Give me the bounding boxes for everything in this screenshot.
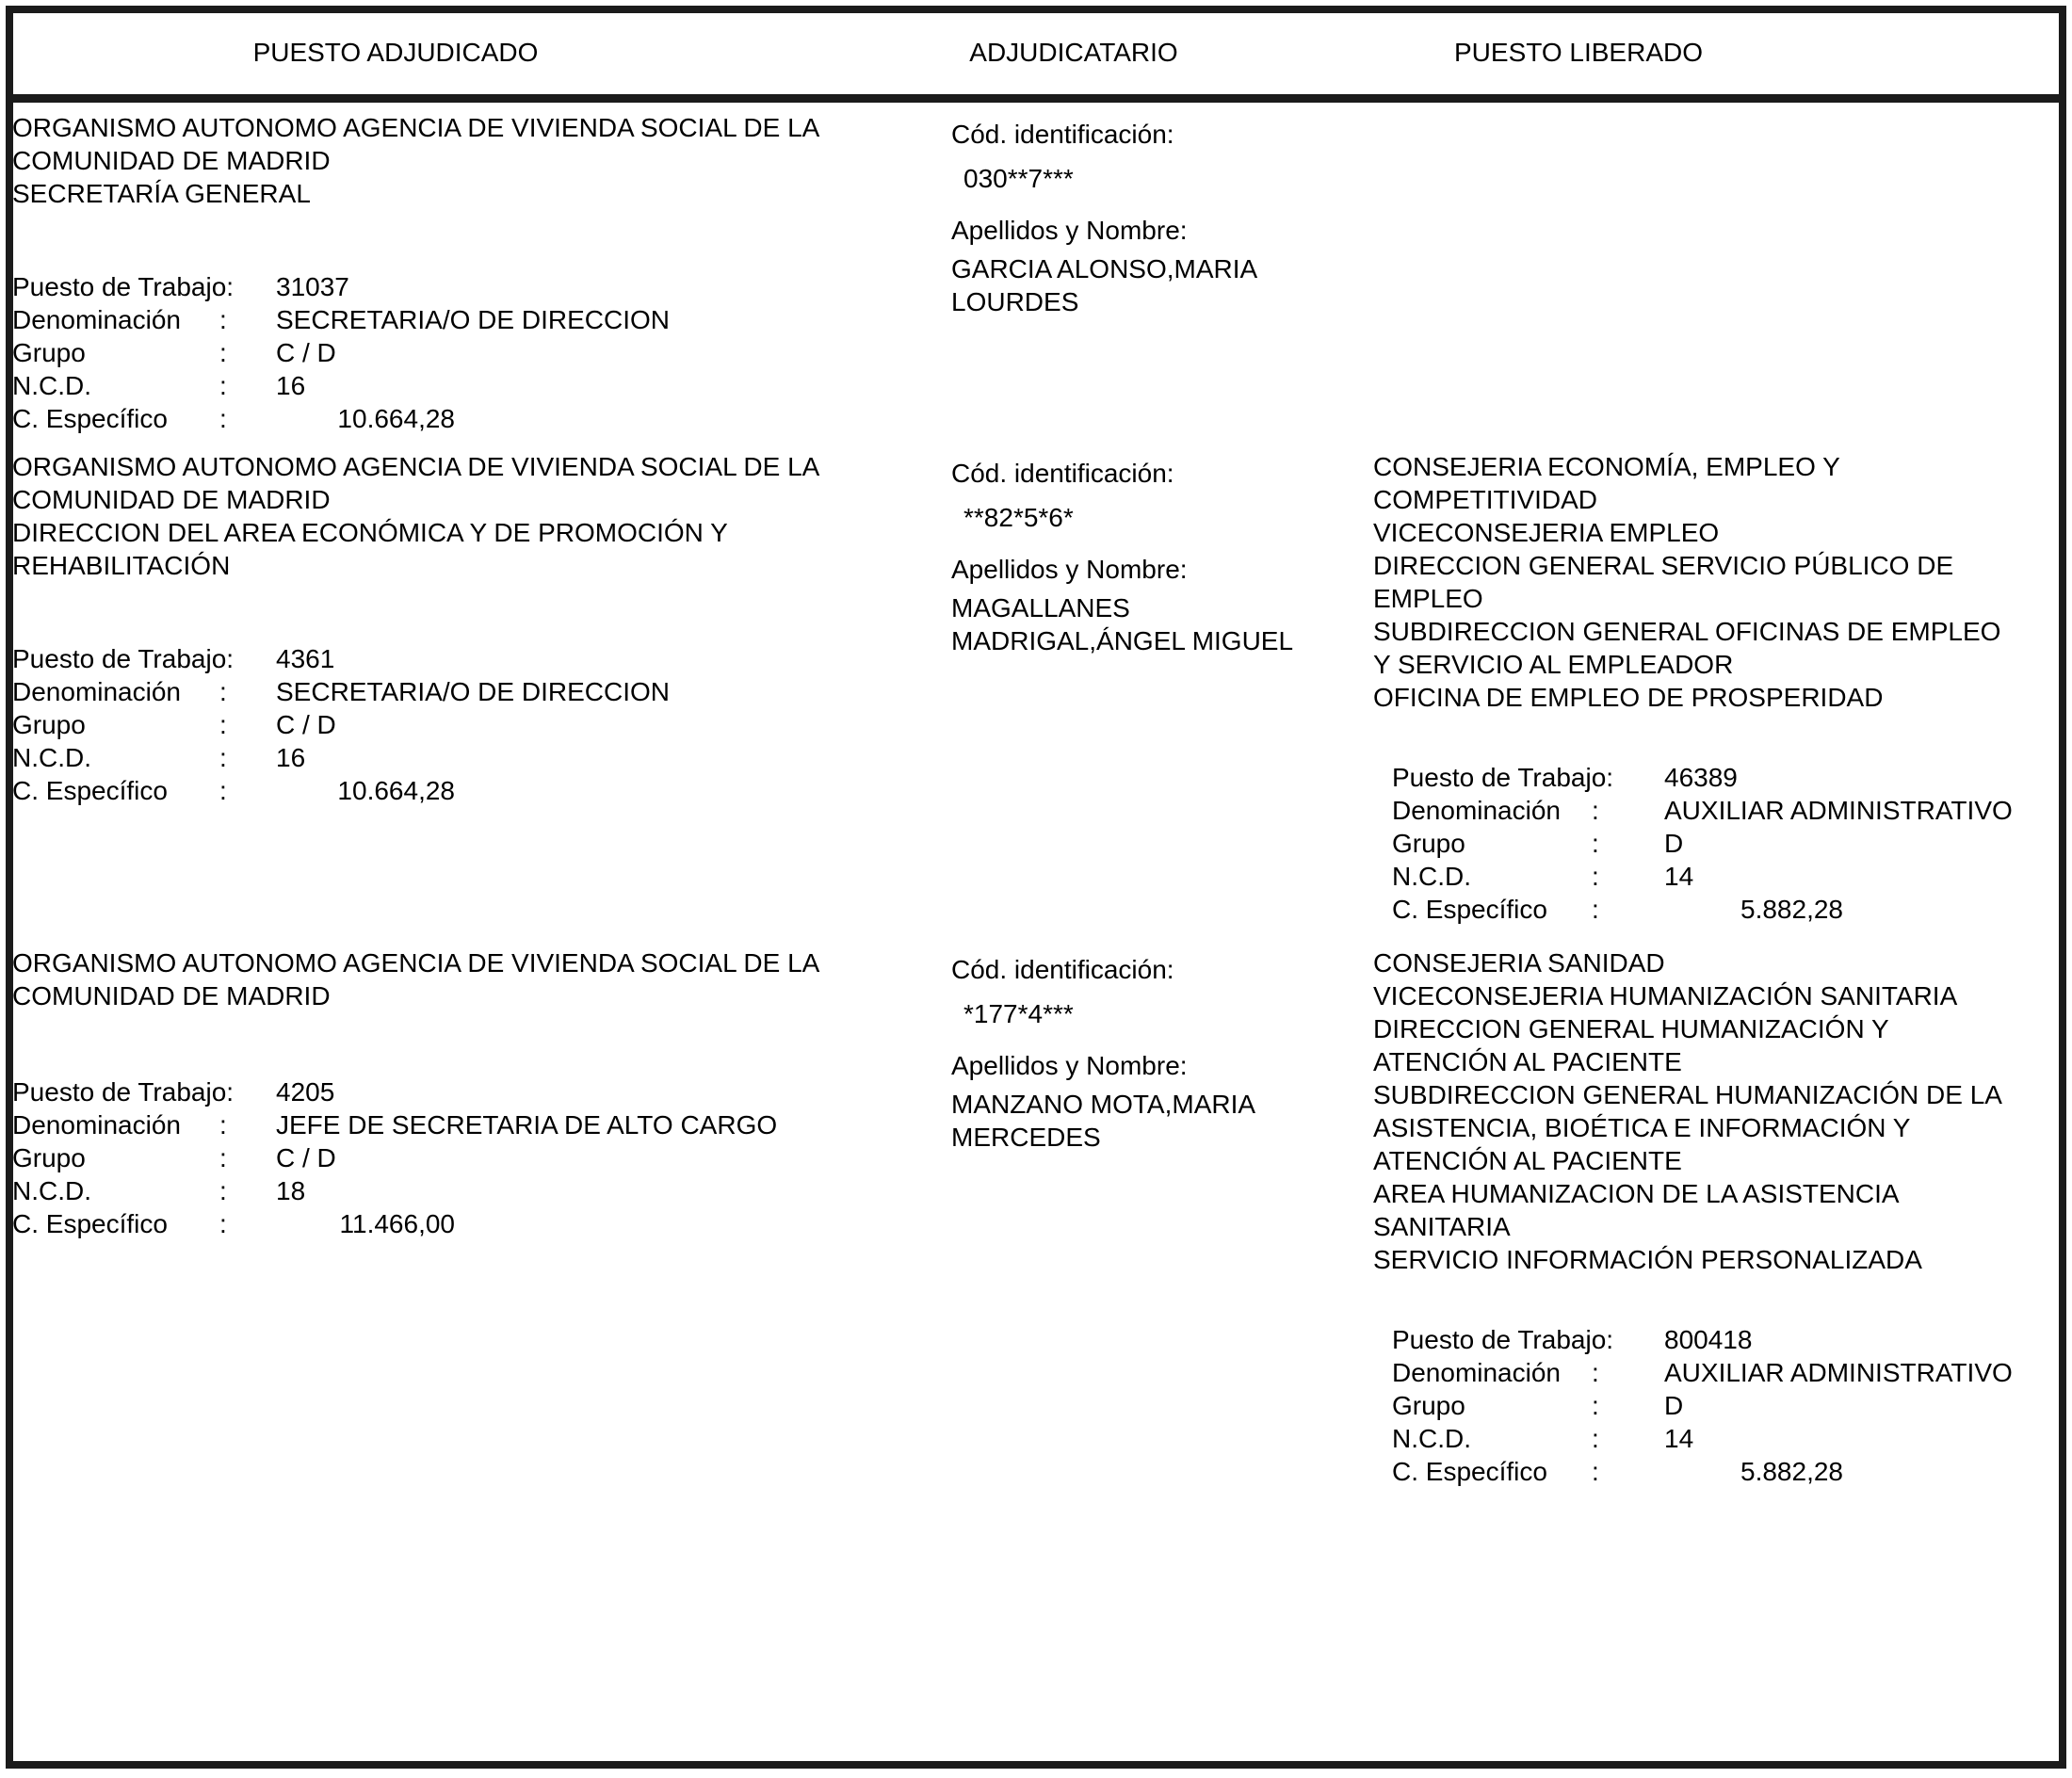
- field-label: Puesto de Trabajo:: [12, 272, 235, 301]
- field-value: 18: [276, 1176, 306, 1205]
- field-label: C. Específico: [1392, 895, 1547, 924]
- field-value: C / D: [276, 710, 336, 739]
- apellidos-nombre-value-line: MADRIGAL,ÁNGEL MIGUEL: [951, 626, 1294, 655]
- cod-identificacion-label: Cód. identificación:: [951, 955, 1174, 984]
- field-colon: :: [1592, 796, 1599, 825]
- field-value: SECRETARIA/O DE DIRECCION: [276, 677, 670, 706]
- header-separator-line: [6, 94, 2066, 103]
- record3-puesto-adjudicado: [12, 946, 926, 1240]
- field-rows: [12, 642, 926, 807]
- field-label: N.C.D.: [1392, 862, 1471, 891]
- field-row-grupo: [1392, 827, 2032, 860]
- org-line: SECRETARÍA GENERAL: [12, 179, 311, 208]
- field-colon: :: [219, 1110, 227, 1140]
- field-label: Denominación: [1392, 1358, 1561, 1387]
- field-label: Denominación: [1392, 796, 1561, 825]
- field-rows: [1373, 761, 2032, 926]
- org-line: EMPLEO: [1373, 584, 1483, 613]
- column-header-puesto-adjudicado: PUESTO ADJUDICADO: [252, 38, 539, 67]
- record1-adjudicatario: [951, 118, 1356, 318]
- field-label: Grupo: [12, 710, 86, 739]
- org-line: DIRECCION GENERAL SERVICIO PÚBLICO DE: [1373, 551, 1954, 580]
- field-label: N.C.D.: [12, 743, 91, 772]
- apellidos-nombre-label: Apellidos y Nombre:: [951, 216, 1188, 245]
- field-colon: :: [1592, 1424, 1599, 1453]
- field-colon: :: [219, 338, 227, 367]
- field-row-especifico: [12, 402, 926, 435]
- field-row-ncd: [1392, 860, 2032, 893]
- field-value: SECRETARIA/O DE DIRECCION: [276, 305, 670, 334]
- field-label: Puesto de Trabajo:: [1392, 1325, 1614, 1354]
- field-colon: :: [219, 776, 227, 805]
- org-line: COMUNIDAD DE MADRID: [12, 981, 331, 1010]
- field-colon: :: [219, 1176, 227, 1205]
- apellidos-nombre-label: Apellidos y Nombre:: [951, 1051, 1188, 1080]
- field-colon: :: [219, 1143, 227, 1172]
- org-line: VICECONSEJERIA EMPLEO: [1373, 518, 1720, 547]
- column-header-adjudicatario: ADJUDICATARIO: [969, 38, 1178, 67]
- org-line: CONSEJERIA SANIDAD: [1373, 948, 1665, 978]
- field-row-puesto: [1392, 1323, 2032, 1356]
- field-label: Grupo: [12, 338, 86, 367]
- org-line: OFICINA DE EMPLEO DE PROSPERIDAD: [1373, 683, 1884, 712]
- field-row-ncd: [1392, 1422, 2032, 1455]
- field-value: 31037: [276, 272, 349, 301]
- record2-adjudicatario: [951, 457, 1356, 657]
- record3-adjudicatario: [951, 953, 1356, 1154]
- org-line: ATENCIÓN AL PACIENTE: [1373, 1047, 1682, 1076]
- field-row-puesto: [12, 1075, 926, 1108]
- field-value: 11.466,00: [339, 1209, 455, 1238]
- field-label: C. Específico: [12, 776, 168, 805]
- org-line: SERVICIO INFORMACIÓN PERSONALIZADA: [1373, 1245, 1922, 1274]
- org-line: SUBDIRECCION GENERAL HUMANIZACIÓN DE LA: [1373, 1080, 2002, 1109]
- apellidos-nombre-label: Apellidos y Nombre:: [951, 555, 1188, 584]
- org-line: DIRECCION GENERAL HUMANIZACIÓN Y: [1373, 1014, 1889, 1043]
- cod-identificacion-label: Cód. identificación:: [951, 459, 1174, 488]
- field-row-especifico: [12, 774, 926, 807]
- field-row-grupo: [12, 336, 926, 369]
- field-label: Denominación: [12, 677, 181, 706]
- field-value: 4205: [276, 1077, 335, 1107]
- field-row-grupo: [12, 1141, 926, 1174]
- record1-puesto-adjudicado: [12, 111, 926, 435]
- field-colon: :: [1592, 862, 1599, 891]
- field-colon: :: [219, 371, 227, 400]
- record2-puesto-liberado: [1373, 450, 2032, 926]
- field-value: AUXILIAR ADMINISTRATIVO: [1664, 1358, 2013, 1387]
- field-rows: [12, 1075, 926, 1240]
- org-line: DIRECCION DEL AREA ECONÓMICA Y DE PROMOCIÓN Y: [12, 518, 728, 547]
- field-value: D: [1664, 1391, 1684, 1420]
- field-value: 4361: [276, 644, 335, 673]
- field-row-grupo: [1392, 1389, 2032, 1422]
- field-row-especifico: [12, 1207, 926, 1240]
- field-value: 800418: [1664, 1325, 1753, 1354]
- field-rows: [12, 270, 926, 435]
- field-value: 16: [276, 743, 306, 772]
- org-line: SANITARIA: [1373, 1212, 1511, 1241]
- field-value: 46389: [1664, 763, 1738, 792]
- field-colon: :: [1592, 1457, 1599, 1486]
- field-colon: :: [1592, 1358, 1599, 1387]
- field-value: JEFE DE SECRETARIA DE ALTO CARGO: [276, 1110, 778, 1140]
- field-label: Grupo: [1392, 829, 1465, 858]
- cod-identificacion-value: 030**7***: [963, 164, 1074, 193]
- field-label: Puesto de Trabajo:: [12, 644, 235, 673]
- org-line: ORGANISMO AUTONOMO AGENCIA DE VIVIENDA SOCIAL DE LA: [12, 113, 820, 142]
- field-row-puesto: [12, 642, 926, 675]
- field-label: N.C.D.: [12, 1176, 91, 1205]
- org-line: REHABILITACIÓN: [12, 551, 231, 580]
- field-colon: :: [219, 710, 227, 739]
- apellidos-nombre-value-line: MANZANO MOTA,MARIA: [951, 1090, 1256, 1119]
- field-value: C / D: [276, 1143, 336, 1172]
- field-colon: :: [219, 1209, 227, 1238]
- field-colon: :: [219, 404, 227, 433]
- field-row-puesto: [1392, 761, 2032, 794]
- apellidos-nombre-value-line: LOURDES: [951, 287, 1079, 316]
- apellidos-nombre-value-line: MAGALLANES: [951, 593, 1130, 622]
- cod-identificacion-value: *177*4***: [963, 999, 1074, 1028]
- field-label: N.C.D.: [1392, 1424, 1471, 1453]
- field-value: 14: [1664, 1424, 1694, 1453]
- org-line: COMUNIDAD DE MADRID: [12, 146, 331, 175]
- cod-identificacion-value: **82*5*6*: [963, 503, 1074, 532]
- field-colon: :: [1592, 1391, 1599, 1420]
- field-value: 5.882,28: [1740, 895, 1843, 924]
- field-row-denominacion: [1392, 1356, 2032, 1389]
- field-value: 5.882,28: [1740, 1457, 1843, 1486]
- field-value: C / D: [276, 338, 336, 367]
- field-label: Denominación: [12, 1110, 181, 1140]
- apellidos-nombre-value-line: GARCIA ALONSO,MARIA: [951, 254, 1258, 283]
- field-value: 16: [276, 371, 306, 400]
- org-line: ORGANISMO AUTONOMO AGENCIA DE VIVIENDA SOCIAL DE LA: [12, 948, 820, 978]
- org-line: ATENCIÓN AL PACIENTE: [1373, 1146, 1682, 1175]
- org-line: CONSEJERIA ECONOMÍA, EMPLEO Y: [1373, 452, 1840, 481]
- field-colon: :: [1592, 829, 1599, 858]
- field-label: C. Específico: [12, 404, 168, 433]
- field-row-ncd: [12, 741, 926, 774]
- field-row-denominacion: [1392, 794, 2032, 827]
- field-label: N.C.D.: [12, 371, 91, 400]
- field-colon: :: [1592, 895, 1599, 924]
- field-label: Grupo: [1392, 1391, 1465, 1420]
- field-colon: :: [219, 677, 227, 706]
- apellidos-nombre-value-line: MERCEDES: [951, 1123, 1101, 1152]
- org-line: COMPETITIVIDAD: [1373, 485, 1598, 514]
- field-rows: [1373, 1323, 2032, 1488]
- field-colon: :: [219, 743, 227, 772]
- field-row-denominacion: [12, 1108, 926, 1141]
- org-line: SUBDIRECCION GENERAL OFICINAS DE EMPLEO: [1373, 617, 2001, 646]
- field-label: Puesto de Trabajo:: [1392, 763, 1614, 792]
- field-row-especifico: [1392, 1455, 2032, 1488]
- field-label: Puesto de Trabajo:: [12, 1077, 235, 1107]
- org-line: ORGANISMO AUTONOMO AGENCIA DE VIVIENDA SOCIAL DE LA: [12, 452, 820, 481]
- field-label: Grupo: [12, 1143, 86, 1172]
- field-label: C. Específico: [12, 1209, 168, 1238]
- org-line: AREA HUMANIZACION DE LA ASISTENCIA: [1373, 1179, 1900, 1208]
- org-line: COMUNIDAD DE MADRID: [12, 485, 331, 514]
- field-row-denominacion: [12, 675, 926, 708]
- field-row-denominacion: [12, 303, 926, 336]
- field-row-especifico: [1392, 893, 2032, 926]
- org-line: VICECONSEJERIA HUMANIZACIÓN SANITARIA: [1373, 981, 1958, 1010]
- field-row-ncd: [12, 369, 926, 402]
- field-colon: :: [219, 305, 227, 334]
- column-header-puesto-liberado: PUESTO LIBERADO: [1453, 38, 1704, 67]
- cod-identificacion-label: Cód. identificación:: [951, 120, 1174, 149]
- field-row-grupo: [12, 708, 926, 741]
- field-value: 14: [1664, 862, 1694, 891]
- field-row-puesto: [12, 270, 926, 303]
- record2-puesto-adjudicado: [12, 450, 926, 807]
- field-value: 10.664,28: [337, 404, 455, 433]
- field-value: 10.664,28: [337, 776, 455, 805]
- field-row-ncd: [12, 1174, 926, 1207]
- record3-puesto-liberado: [1373, 946, 2032, 1488]
- field-value: D: [1664, 829, 1684, 858]
- field-value: AUXILIAR ADMINISTRATIVO: [1664, 796, 2013, 825]
- org-line: Y SERVICIO AL EMPLEADOR: [1373, 650, 1734, 679]
- field-label: Denominación: [12, 305, 181, 334]
- field-label: C. Específico: [1392, 1457, 1547, 1486]
- org-line: ASISTENCIA, BIOÉTICA E INFORMACIÓN Y: [1373, 1113, 1911, 1142]
